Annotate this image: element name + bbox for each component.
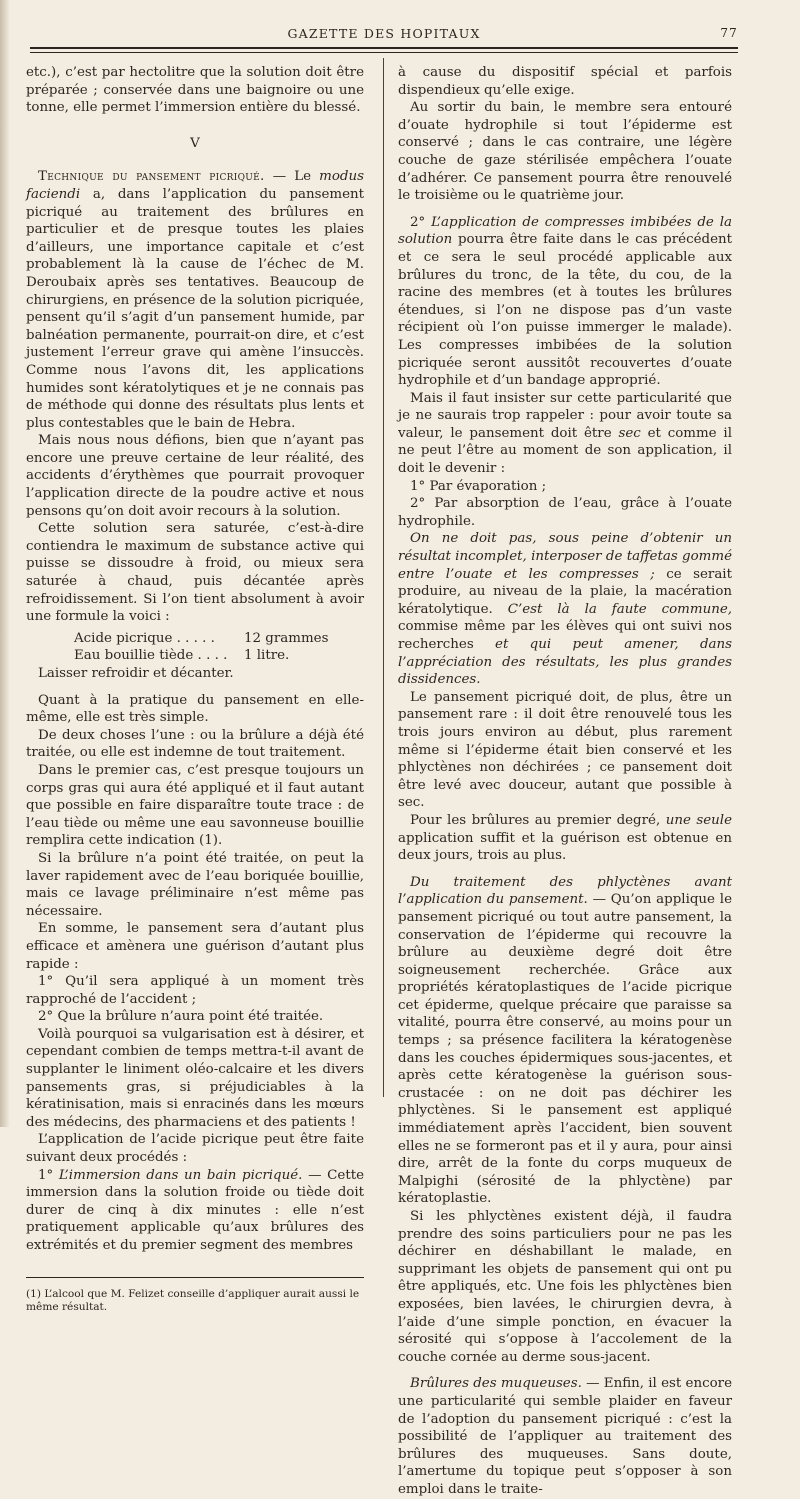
formula-row: Acide picrique . . . . . 12 grammes — [74, 630, 329, 646]
list-item: 2° Que la brûlure n’aura point été traitée. — [38, 1009, 324, 1025]
right-column — [398, 64, 732, 1499]
footnote-rule — [26, 1277, 364, 1278]
paragraph: Si les phlyctènes existent déjà, il faudra prendre des soins particuliers pour ne pas les déchirer en déshabillant le malade, en supprimant les objets de pansement qui ont pu être appliqués, etc. Une fois les phlyctènes bien exposées, bien lavées, le chirurgien devra, à l’aide d’une simple ponction, en évacuer la sérosité qui s’oppose à l’accolement de la couche cornée au derme sous-jacent. — [398, 1209, 732, 1365]
header-rule-thick — [30, 47, 738, 49]
list-item: 1° Par évaporation ; — [410, 478, 547, 494]
list-item: 1° Qu’il sera appliqué à un moment très rapproché de l’accident ; — [26, 974, 364, 1007]
paragraph-warning: On ne doit pas, sous peine d’obtenir un résultat incomplet, interposer de taffetas gommé entre l’ouate et les compresses ; ce serait produire, au niveau de la plaie, la macération kératolytique. C’est là la faute commune, commise même par les élèves qui ont suivi nos recherches et qui peut amener, dans l’appréciation des résultats, les plus grandes dissidences. — [398, 531, 733, 688]
section-number: V — [190, 135, 200, 151]
paragraph: En somme, le pansement sera d’autant plus efficace et amènera une guérison d’autant plus rapide : — [26, 921, 364, 972]
paragraph-compresses: 2° L’application de compresses imbibées de la solution pourra être faite dans le cas précédent et ce sera le seul procédé applicable aux brûlures du tronc, de la tête, du cou, de la racine des membres (et à toutes les brûlures étendues, si l’on ne dispose pas d’un vaste récipient où l’on puisse immerger le malade). Les compresses imbibées de la solution picriquée seront aussitôt recouvertes d’ouate hydrophile et d’un bandage approprié. — [398, 214, 732, 389]
left-column — [26, 64, 364, 1315]
paragraph: Quant à la pratique du pansement en elle-même, elle est très simple. — [26, 692, 364, 726]
paragraph: Cette solution sera saturée, c’est-à-dire contiendra le maximum de substance active qui puisse se dissoudre à froid, ou mieux sera saturée à chaud, puis décantée après refroidissement. Si l’on tient absolument à avoir une formule la voici : — [26, 521, 364, 625]
paragraph-technique: Technique du pansement picriqué. — Le modus faciendi a, dans l’application du pansement picriqué au traitement des brûlures en particulier et de presque toutes les plaies d’ailleurs, une importance capitale et c’est probablement là la cause de l’échec de M. Deroubaix après ses tentatives. Beaucoup de chirurgiens, en présence de la solution picriquée, pensent qu’il s’agit d’un pansement humide, par balnéation permanente, pourrait-on dire, et c’est justement l’erreur grave qui amène l’insuccès. Comme nous l’avons dit, les applications humides sont kératolytiques et je ne connais pas de méthode qui donne des résultats plus lents et plus contestables que le bain de Hebra. — [26, 169, 364, 431]
paragraph: Laisser refroidir et décanter. — [38, 666, 234, 681]
paragraph: Si la brûlure n’a point été traitée, on peut la laver rapidement avec de l’eau boriquée bouillie, mais ce lavage préliminaire n’est même pas nécessaire. — [26, 850, 364, 919]
paragraph: Mais nous nous défions, bien que n’ayant pas encore une preuve certaine de leur réalité, des accidents d’érythèmes que pourrait provoquer l’application directe de la poudre active et nous pensons qu’on doit avoir recours à la solution. — [26, 433, 364, 519]
paragraph: Le pansement picriqué doit, de plus, être un pansement rare : il doit être renouvelé tous les trois jours environ au début, plus rarement même si l’épiderme était bien conservé et les phlyctènes non déchirées ; ce pansement doit être levé avec douceur, autant que possible à sec. — [398, 689, 732, 811]
paragraph: etc.), c’est par hectolitre que la solution doit être préparée ; conservée dans une baignoire ou une tonne, elle permet l’immersion entière du blessé. — [26, 65, 364, 116]
paragraph: Au sortir du bain, le membre sera entouré d’ouate hydrophile si tout l’épiderme est conservé ; dans le cas contraire, une légère couche de gaze stérilisée empêchera l’ouate d’adhérer. Ce pansement pourra être renouvelé le troisième ou le quatrième jour. — [398, 100, 732, 204]
paragraph: à cause du dispositif spécial et parfois dispendieux qu’elle exige. — [398, 65, 732, 98]
page-number: 77 — [720, 26, 738, 40]
journal-title: GAZETTE DES HOPITAUX — [287, 26, 481, 41]
paragraph-first-degree: Pour les brûlures au premier degré, une seule application suffit et la guérison est obtenue en deux jours, trois au plus. — [398, 812, 732, 864]
formula — [26, 630, 364, 665]
footnote: (1) L’alcool que M. Felizet conseille d’appliquer aurait aussi le même résultat. — [26, 1287, 360, 1314]
paragraph: De deux choses l’une : ou la brûlure a déjà été traitée, ou elle est indemne de tout traitement. — [26, 727, 364, 761]
header-rule-thin — [30, 52, 738, 53]
formula-row: Eau bouillie tiède . . . . 1 litre. — [74, 648, 290, 664]
section-heading: Technique du pansement picriqué. — [38, 169, 265, 185]
page-edge — [0, 0, 10, 1127]
paragraph-dry: Mais il faut insister sur cette particularité que je ne saurais trop rappeler : pour avoir toute sa valeur, le pansement doit être sec et comme il ne peut l’être au moment de son application, il doit le devenir : — [398, 390, 732, 477]
paragraph-immersion: 1° L’immersion dans un bain picriqué. — Cette immersion dans la solution froide ou tiède doit durer de cinq à dix minutes : elle n’est pratiquement applicable qu’aux brûlures des extrémités et du premier segment des membres — [26, 1167, 365, 1253]
subsection-heading: Du traitement des phlyctènes avant l’application du pansement. — [398, 874, 732, 908]
paragraph-phlyctenes: Du traitement des phlyctènes avant l’application du pansement. — Qu’on applique le pansement picriqué ou tout autre pansement, la conservation de l’épiderme qui recouvre la brûlure au deuxième degré doit être soigneusement recherchée. Grâce aux propriétés kératoplastiques de l’acide picrique cet épiderme, quelque précaire que paraisse sa vitalité, pourra être conservé, au moins pour un temps ; sa présence facilitera la kératogenèse dans les couches épidermiques sous-jacentes, et après cette kératogenèse la guérison sous-crustacée : on ne doit pas déchirer les phlyctènes. Si le pansement est appliqué immédiatement après l’accident, bien souvent elles ne se formeront pas et il y aura, pour ainsi dire, arrêt de la fonte du corps muqueux de Malpighi (sérosité de la phlyctène) par kératoplastie. — [398, 874, 732, 1207]
subsection-heading: Brûlures des muqueuses. — [410, 1376, 582, 1392]
list-item: 2° Par absorption de l’eau, grâce à l’ouate hydrophile. — [398, 496, 732, 529]
paragraph-mucous: Brûlures des muqueuses. — Enfin, il est encore une particularité qui semble plaider en faveur de l’adoption du pansement picriqué : c’est la possibilité de l’appliquer au traitement des brûlures des muqueuses. Sans doute, l’amertume du topique peut s’opposer à son emploi dans le traite- — [398, 1376, 732, 1497]
running-header — [30, 26, 738, 44]
paragraph: Dans le premier cas, c’est presque toujours un corps gras qui aura été appliqué et il faut autant que possible en faire disparaître toute trace : de l’eau tiède ou même une eau savonneuse bouillie remplira cette indication (1). — [26, 762, 364, 849]
paragraph: L’application de l’acide picrique peut être faite suivant deux procédés : — [26, 1132, 364, 1166]
column-divider — [383, 58, 384, 1097]
paragraph: Voilà pourquoi sa vulgarisation est à désirer, et cependant combien de temps mettra-t-il avant de supplanter le liniment oléo-calcaire et les divers pansements gras, si préjudiciables à la kératinisation, mais si enracinés dans les mœurs des médecins, des pharmaciens et des patients ! — [26, 1026, 364, 1130]
